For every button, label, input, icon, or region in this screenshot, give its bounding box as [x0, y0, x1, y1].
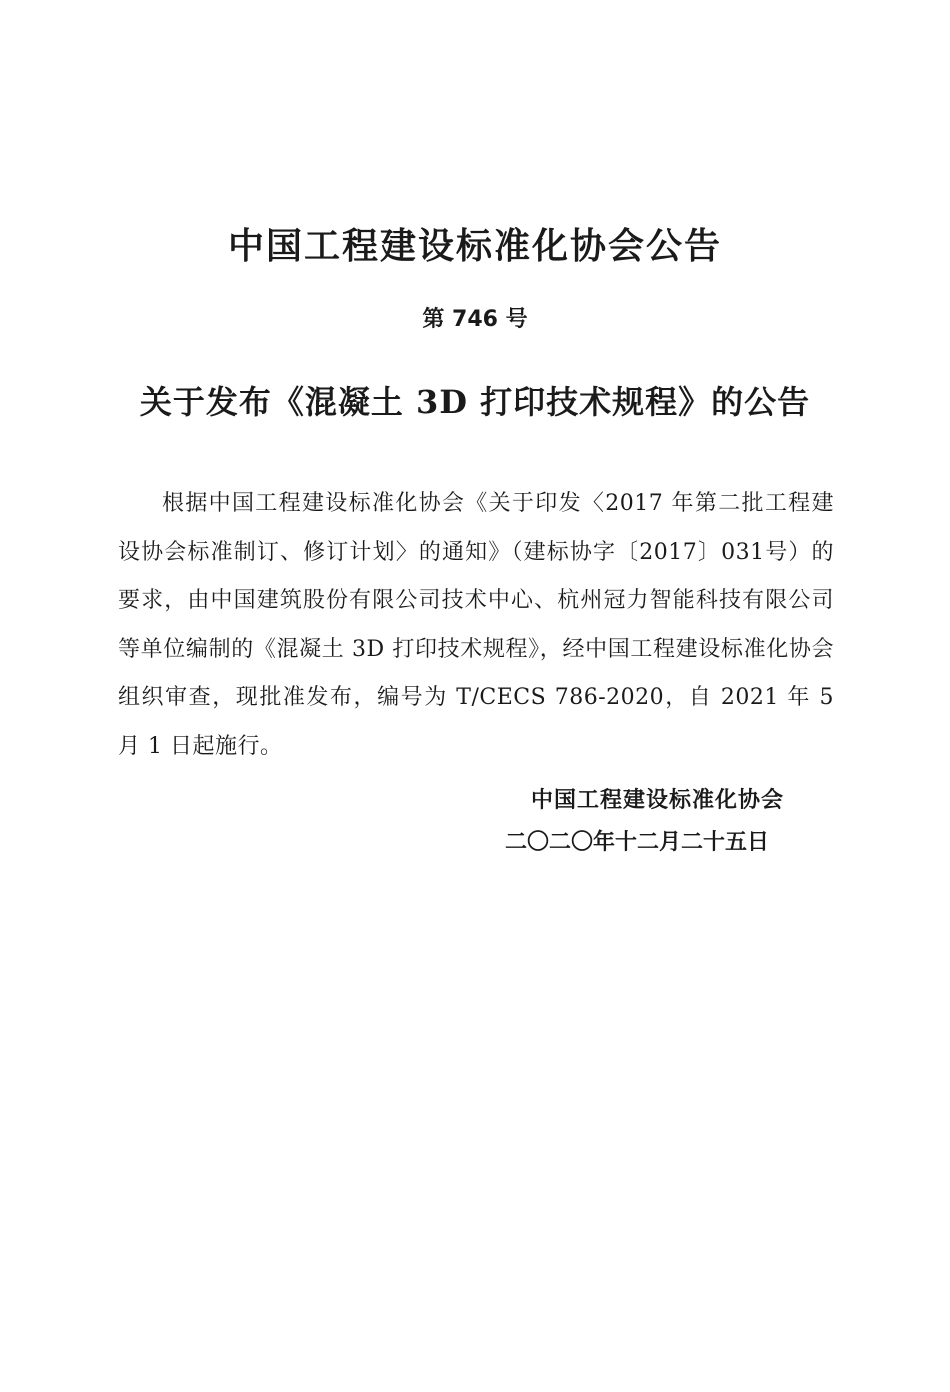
announcement-number: 第 746 号: [422, 307, 528, 332]
organization-title: 中国工程建设标准化协会公告: [227, 226, 722, 267]
announcement-body: 根据中国工程建设标准化协会《关于印发〈2017 年第二批工程建设协会标准制订、修订计划〉的通知》（建标协字〔2017〕031号）的要求，由中国建筑股份有限公司技术中心、杭州冠力智能科技有限公司等单位编制的《混凝土 3D 打印技术规程》，经中国工程建设标准化协会组织审查，现批准发布，编号为 T/CECS 786-2020，自 2021 年 5 月 1 日起施行。: [118, 491, 834, 759]
signoff-organization: 中国工程建设标准化协会: [530, 788, 784, 813]
signoff-date: 二〇二〇年十二月二十五日: [504, 830, 769, 855]
signoff-block: [505, 780, 784, 864]
announcement-subject: 关于发布《混凝土 3D 打印技术规程》的公告: [139, 383, 811, 421]
